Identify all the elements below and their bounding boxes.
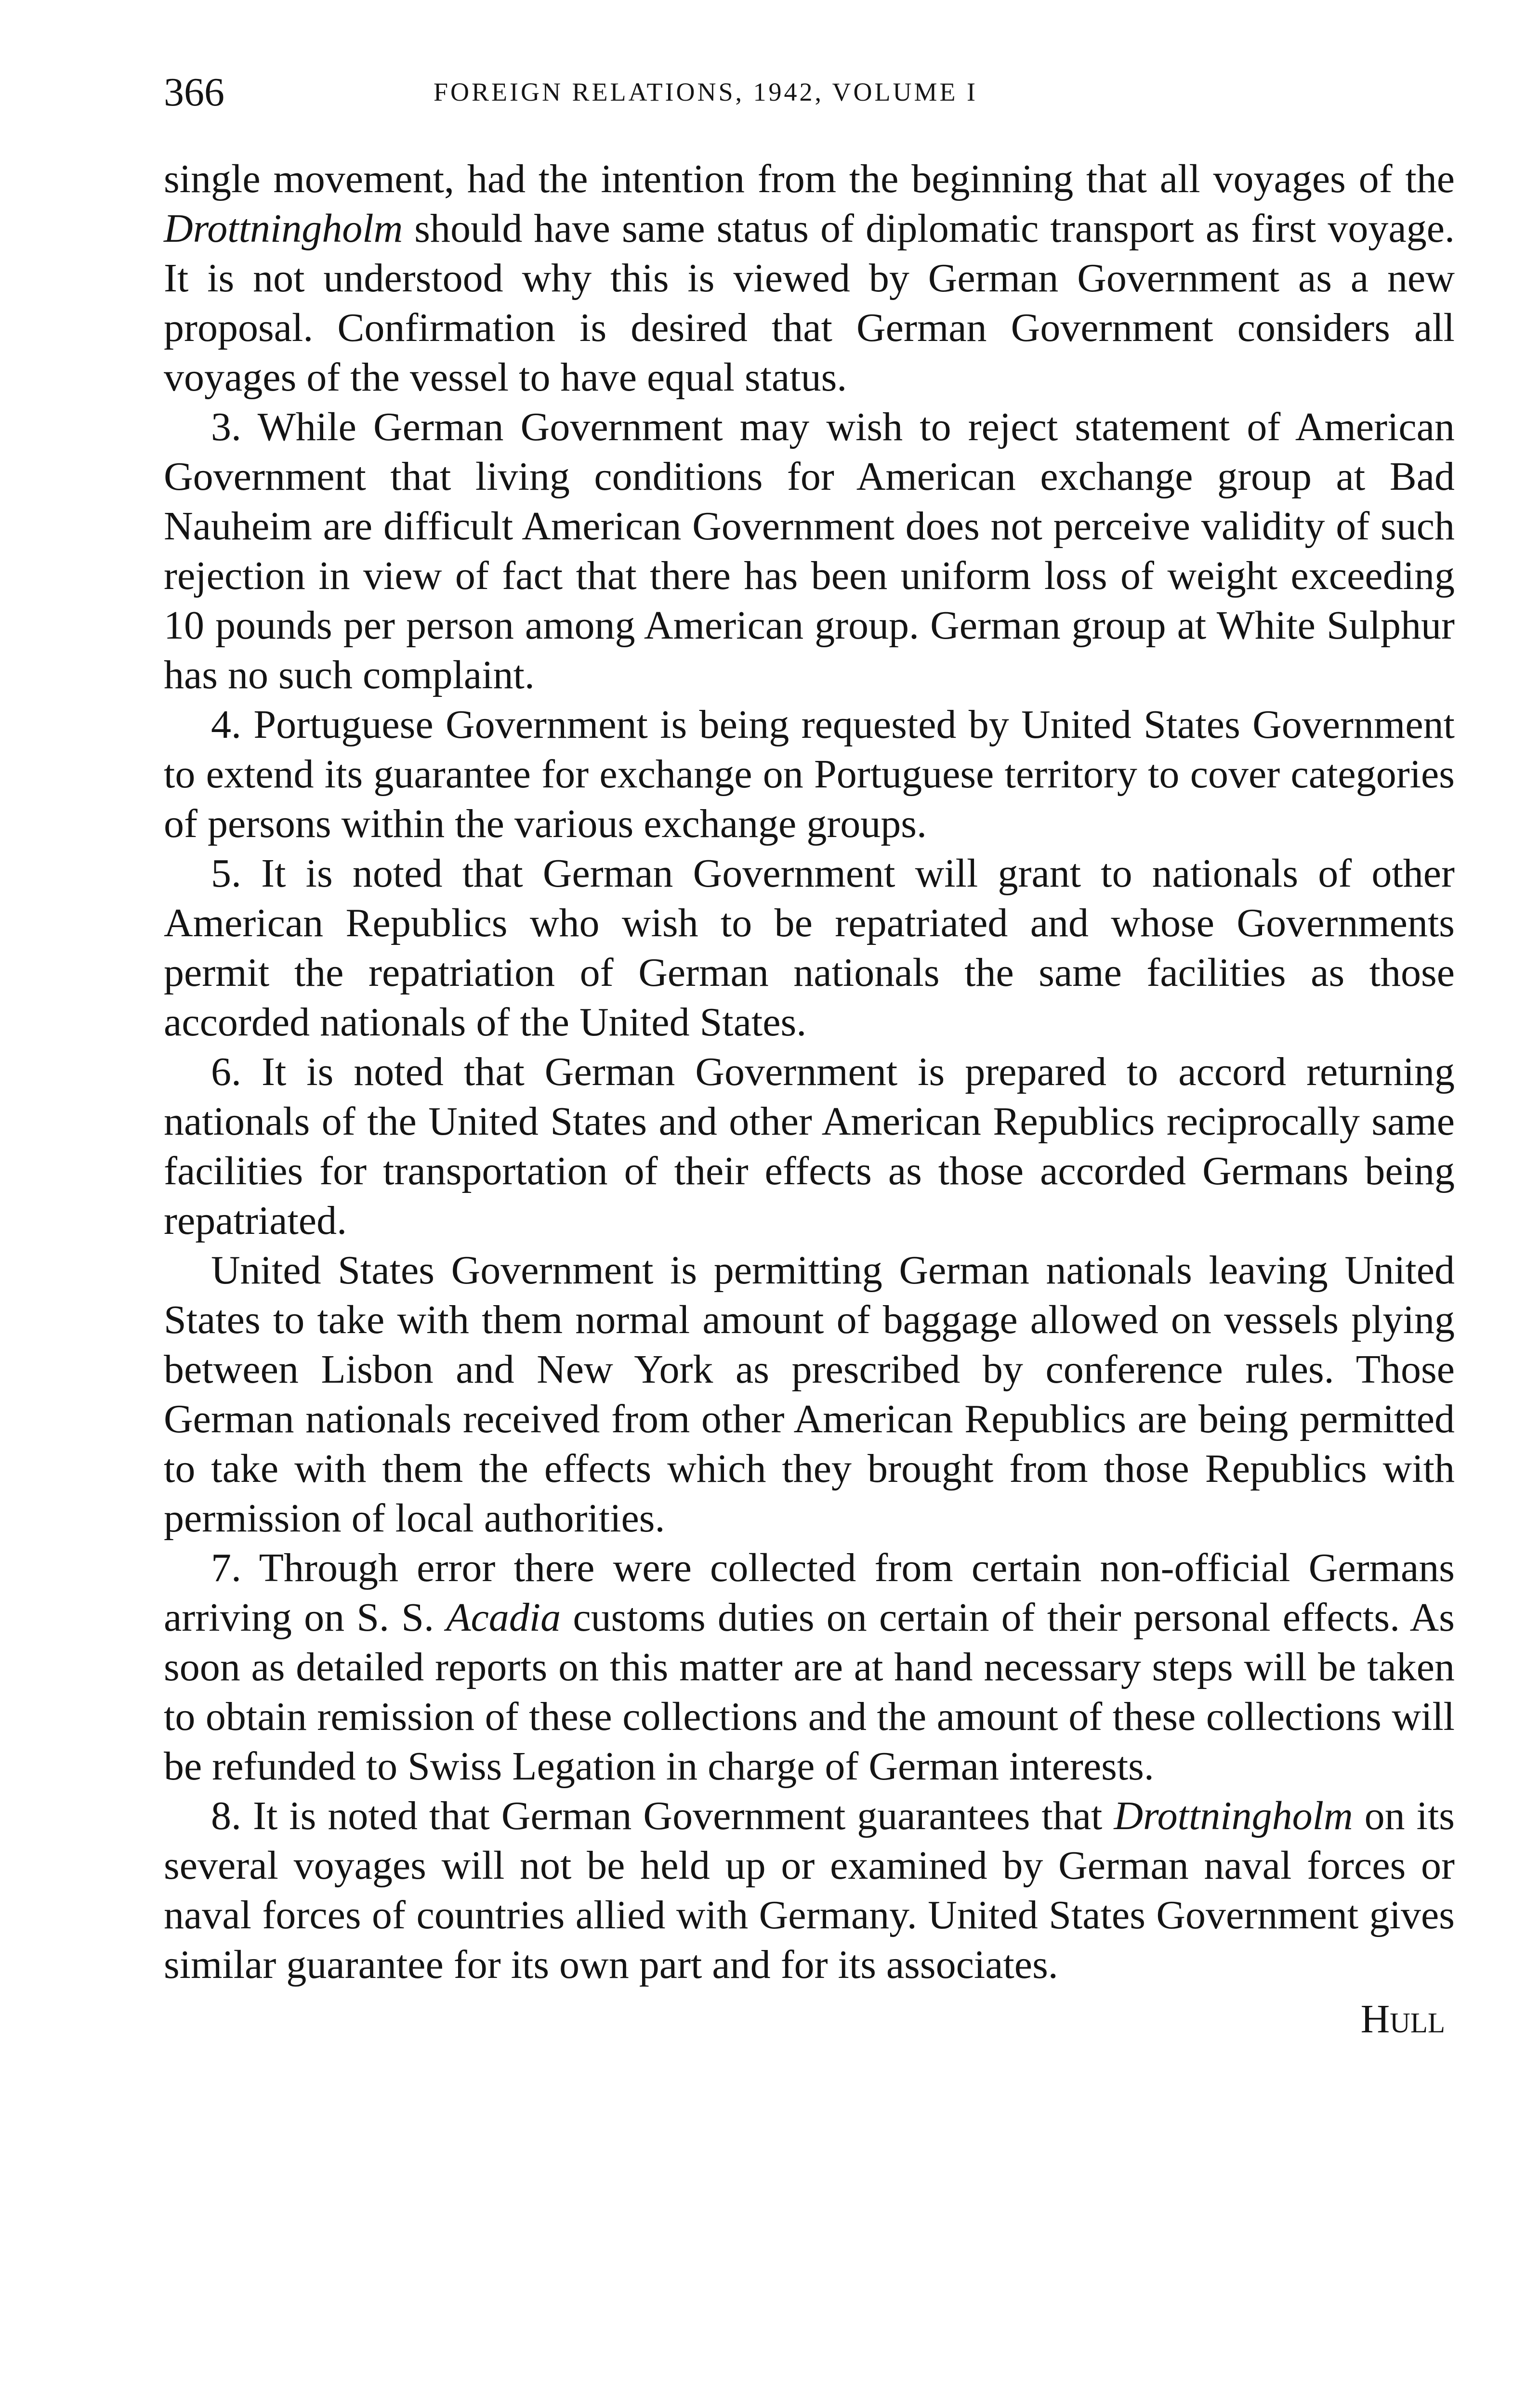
page-number: 366 (164, 70, 224, 115)
paragraph-3: 3. While German Government may wish to reject statement of American Government that living conditions for American exchange group at Bad Nauheim are difficult American Government does not perceive validity of such rejection in view of fact that there has been uniform loss of weight exceeding 10 pounds per person among American group. German group at White Sulphur has no such complaint. (164, 405, 1455, 697)
paragraph-8: 8. It is noted that German Government guarantees that Drottningholm on its several voyages will not be held up or examined by German naval forces or naval forces of countries allied with Germany. United States Government gives similar guarantee for its own part and for its associates. (164, 1793, 1455, 1987)
running-title: FOREIGN RELATIONS, 1942, VOLUME I (434, 78, 978, 106)
ship-name: Drottningholm (164, 206, 403, 251)
ship-name: Drottningholm (1114, 1793, 1353, 1838)
paragraph-4: 4. Portuguese Government is being requested by United States Government to extend its guarantee for exchange on Portuguese territory to cover categories of persons within the various exchange groups. (164, 702, 1455, 846)
signature: Hull (1360, 1997, 1445, 2042)
paragraph-6-continued: United States Government is permitting German nationals leaving United States to take with them normal amount of baggage allowed on vessels plying between Lisbon and New York as prescribed by conference rules. Those German nationals received from other American Republics are being permitted to take with them the effects which they brought from those Republics with permission of local authorities. (164, 1248, 1455, 1541)
paragraph-continuation: single movement, had the intention from the beginning that all voyages of the Drottningholm should have same status of diplomatic transport as first voyage. It is not understood why this is viewed by German Government as a new proposal. Confirmation is desired that German Government considers all voyages of the vessel to have equal status. (164, 157, 1455, 400)
paragraph-7: 7. Through error there were collected from certain non-official Germans arriving on S. S. Acadia customs duties on certain of their personal effects. As soon as detailed reports on this matter are at hand necessary steps will be taken to obtain remission of these collections and the amount of these collections will be refunded to Swiss Legation in charge of German interests. (164, 1545, 1455, 1789)
paragraph-5: 5. It is noted that German Government will grant to nationals of other American Republics who wish to be repatriated and whose Governments permit the repatriation of German nationals the same facilities as those accorded nationals of the United States. (164, 851, 1455, 1045)
document-page (164, 63, 1455, 2044)
running-head (164, 63, 1455, 120)
body-text (164, 154, 1455, 1989)
paragraph-6: 6. It is noted that German Government is prepared to accord returning nationals of the United States and other American Republics reciprocally same facilities for transportation of their effects as those accorded Germans being repatriated. (164, 1049, 1455, 1243)
ship-name: Acadia (446, 1595, 561, 1640)
